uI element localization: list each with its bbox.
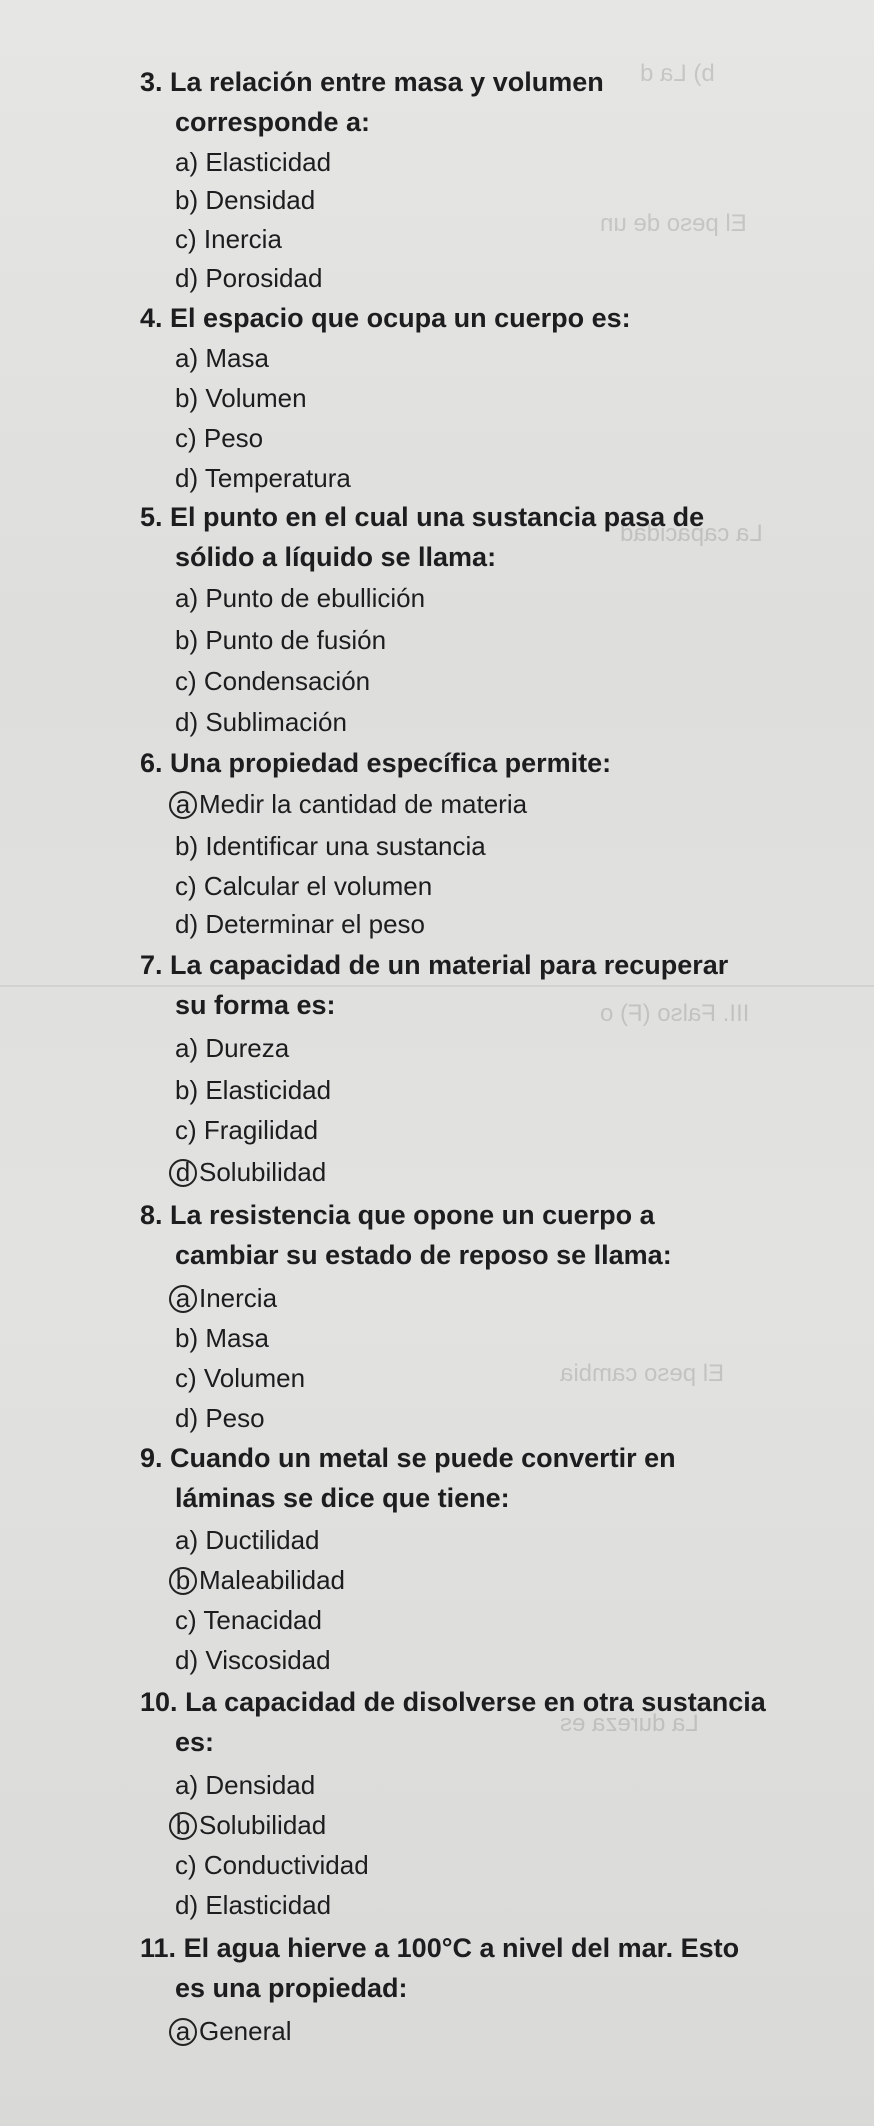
circled-answer-mark: a xyxy=(169,1285,197,1313)
option-circled: d Solubilidad xyxy=(175,1152,326,1192)
question-text: El agua hierve a 100°C a nivel del mar. Esto xyxy=(183,1933,740,1963)
circled-answer-mark: a xyxy=(169,2018,197,2046)
question-number: 9. xyxy=(140,1443,163,1473)
question-number: 4. xyxy=(140,303,163,333)
question-9 xyxy=(140,1438,676,1518)
question-text-cont: sólido a líquido se llama: xyxy=(175,542,497,572)
option-circled: b Maleabilidad xyxy=(175,1560,345,1600)
option: a) Densidad xyxy=(175,1770,316,1800)
question-number: 5. xyxy=(140,502,163,532)
option: b) Densidad xyxy=(175,185,316,215)
question-11 xyxy=(140,1928,739,2008)
option: c) Fragilidad xyxy=(175,1115,319,1145)
question-number: 8. xyxy=(140,1200,163,1230)
option: c) Condensación xyxy=(175,666,371,696)
bleed-through-text: La dureza es xyxy=(560,1710,699,1737)
option: d) Peso xyxy=(175,1403,265,1433)
option-circled: b Solubilidad xyxy=(175,1805,326,1845)
question-number: 10. xyxy=(140,1687,178,1717)
option: d) Elasticidad xyxy=(175,1890,332,1920)
option: c) Volumen xyxy=(175,1363,306,1393)
option: b) Volumen xyxy=(175,383,307,413)
circled-answer-mark: a xyxy=(169,791,197,819)
question-text: El punto en el cual una sustancia pasa de xyxy=(170,502,705,532)
question-text: La capacidad de un material para recuperar xyxy=(170,950,729,980)
question-10 xyxy=(140,1682,766,1762)
circled-answer-mark: d xyxy=(169,1159,197,1187)
option: b) Punto de fusión xyxy=(175,625,387,655)
question-text-cont: corresponde a: xyxy=(175,107,371,137)
question-text-cont: es: xyxy=(175,1727,215,1757)
option-circled: a General xyxy=(175,2011,292,2051)
question-number: 3. xyxy=(140,67,163,97)
question-text: La relación entre masa y volumen xyxy=(170,67,604,97)
question-6 xyxy=(140,743,611,783)
bleed-through-text: b) La d xyxy=(640,60,715,87)
question-text: La capacidad de disolverse en otra sustancia xyxy=(185,1687,766,1717)
question-number: 7. xyxy=(140,950,163,980)
option: d) Temperatura xyxy=(175,463,351,493)
option: c) Tenacidad xyxy=(175,1605,322,1635)
option: c) Inercia xyxy=(175,224,282,254)
option: c) Calcular el volumen xyxy=(175,871,433,901)
bleed-through-text: III. Falso (F) o xyxy=(600,1000,750,1027)
option: b) Elasticidad xyxy=(175,1075,332,1105)
option: d) Porosidad xyxy=(175,263,323,293)
option: a) Masa xyxy=(175,343,269,373)
question-text-cont: su forma es: xyxy=(175,990,336,1020)
question-5 xyxy=(140,497,704,577)
option: d) Sublimación xyxy=(175,707,347,737)
question-text: Cuando un metal se puede convertir en xyxy=(170,1443,676,1473)
bleed-through-text: La capacidad xyxy=(620,520,763,547)
option: d) Viscosidad xyxy=(175,1645,331,1675)
question-number: 11. xyxy=(140,1933,177,1963)
question-text-cont: láminas se dice que tiene: xyxy=(175,1483,510,1513)
question-text: La resistencia que opone un cuerpo a xyxy=(170,1200,655,1230)
option-circled: a Medir la cantidad de materia xyxy=(175,784,527,824)
option: a) Elasticidad xyxy=(175,147,332,177)
question-8 xyxy=(140,1195,672,1275)
question-number: 6. xyxy=(140,748,163,778)
circled-answer-mark: b xyxy=(169,1812,197,1840)
circled-answer-mark: b xyxy=(169,1567,197,1595)
option: c) Conductividad xyxy=(175,1850,369,1880)
question-text-cont: cambiar su estado de reposo se llama: xyxy=(175,1240,672,1270)
bleed-through-text: El peso cambia xyxy=(560,1360,725,1387)
option: c) Peso xyxy=(175,423,264,453)
option: d) Determinar el peso xyxy=(175,909,425,939)
option-circled: a Inercia xyxy=(175,1278,277,1318)
question-3 xyxy=(140,62,604,142)
question-text-cont: es una propiedad: xyxy=(175,1973,408,2003)
option: b) Identificar una sustancia xyxy=(175,831,486,861)
bleed-through-text: El peso de un xyxy=(600,210,747,237)
option: a) Punto de ebullición xyxy=(175,583,426,613)
option: a) Dureza xyxy=(175,1033,290,1063)
question-4 xyxy=(140,298,631,338)
question-text: El espacio que ocupa un cuerpo es: xyxy=(170,303,631,333)
option: a) Ductilidad xyxy=(175,1525,320,1555)
option: b) Masa xyxy=(175,1323,269,1353)
question-text: Una propiedad específica permite: xyxy=(170,748,612,778)
question-7 xyxy=(140,945,728,1025)
